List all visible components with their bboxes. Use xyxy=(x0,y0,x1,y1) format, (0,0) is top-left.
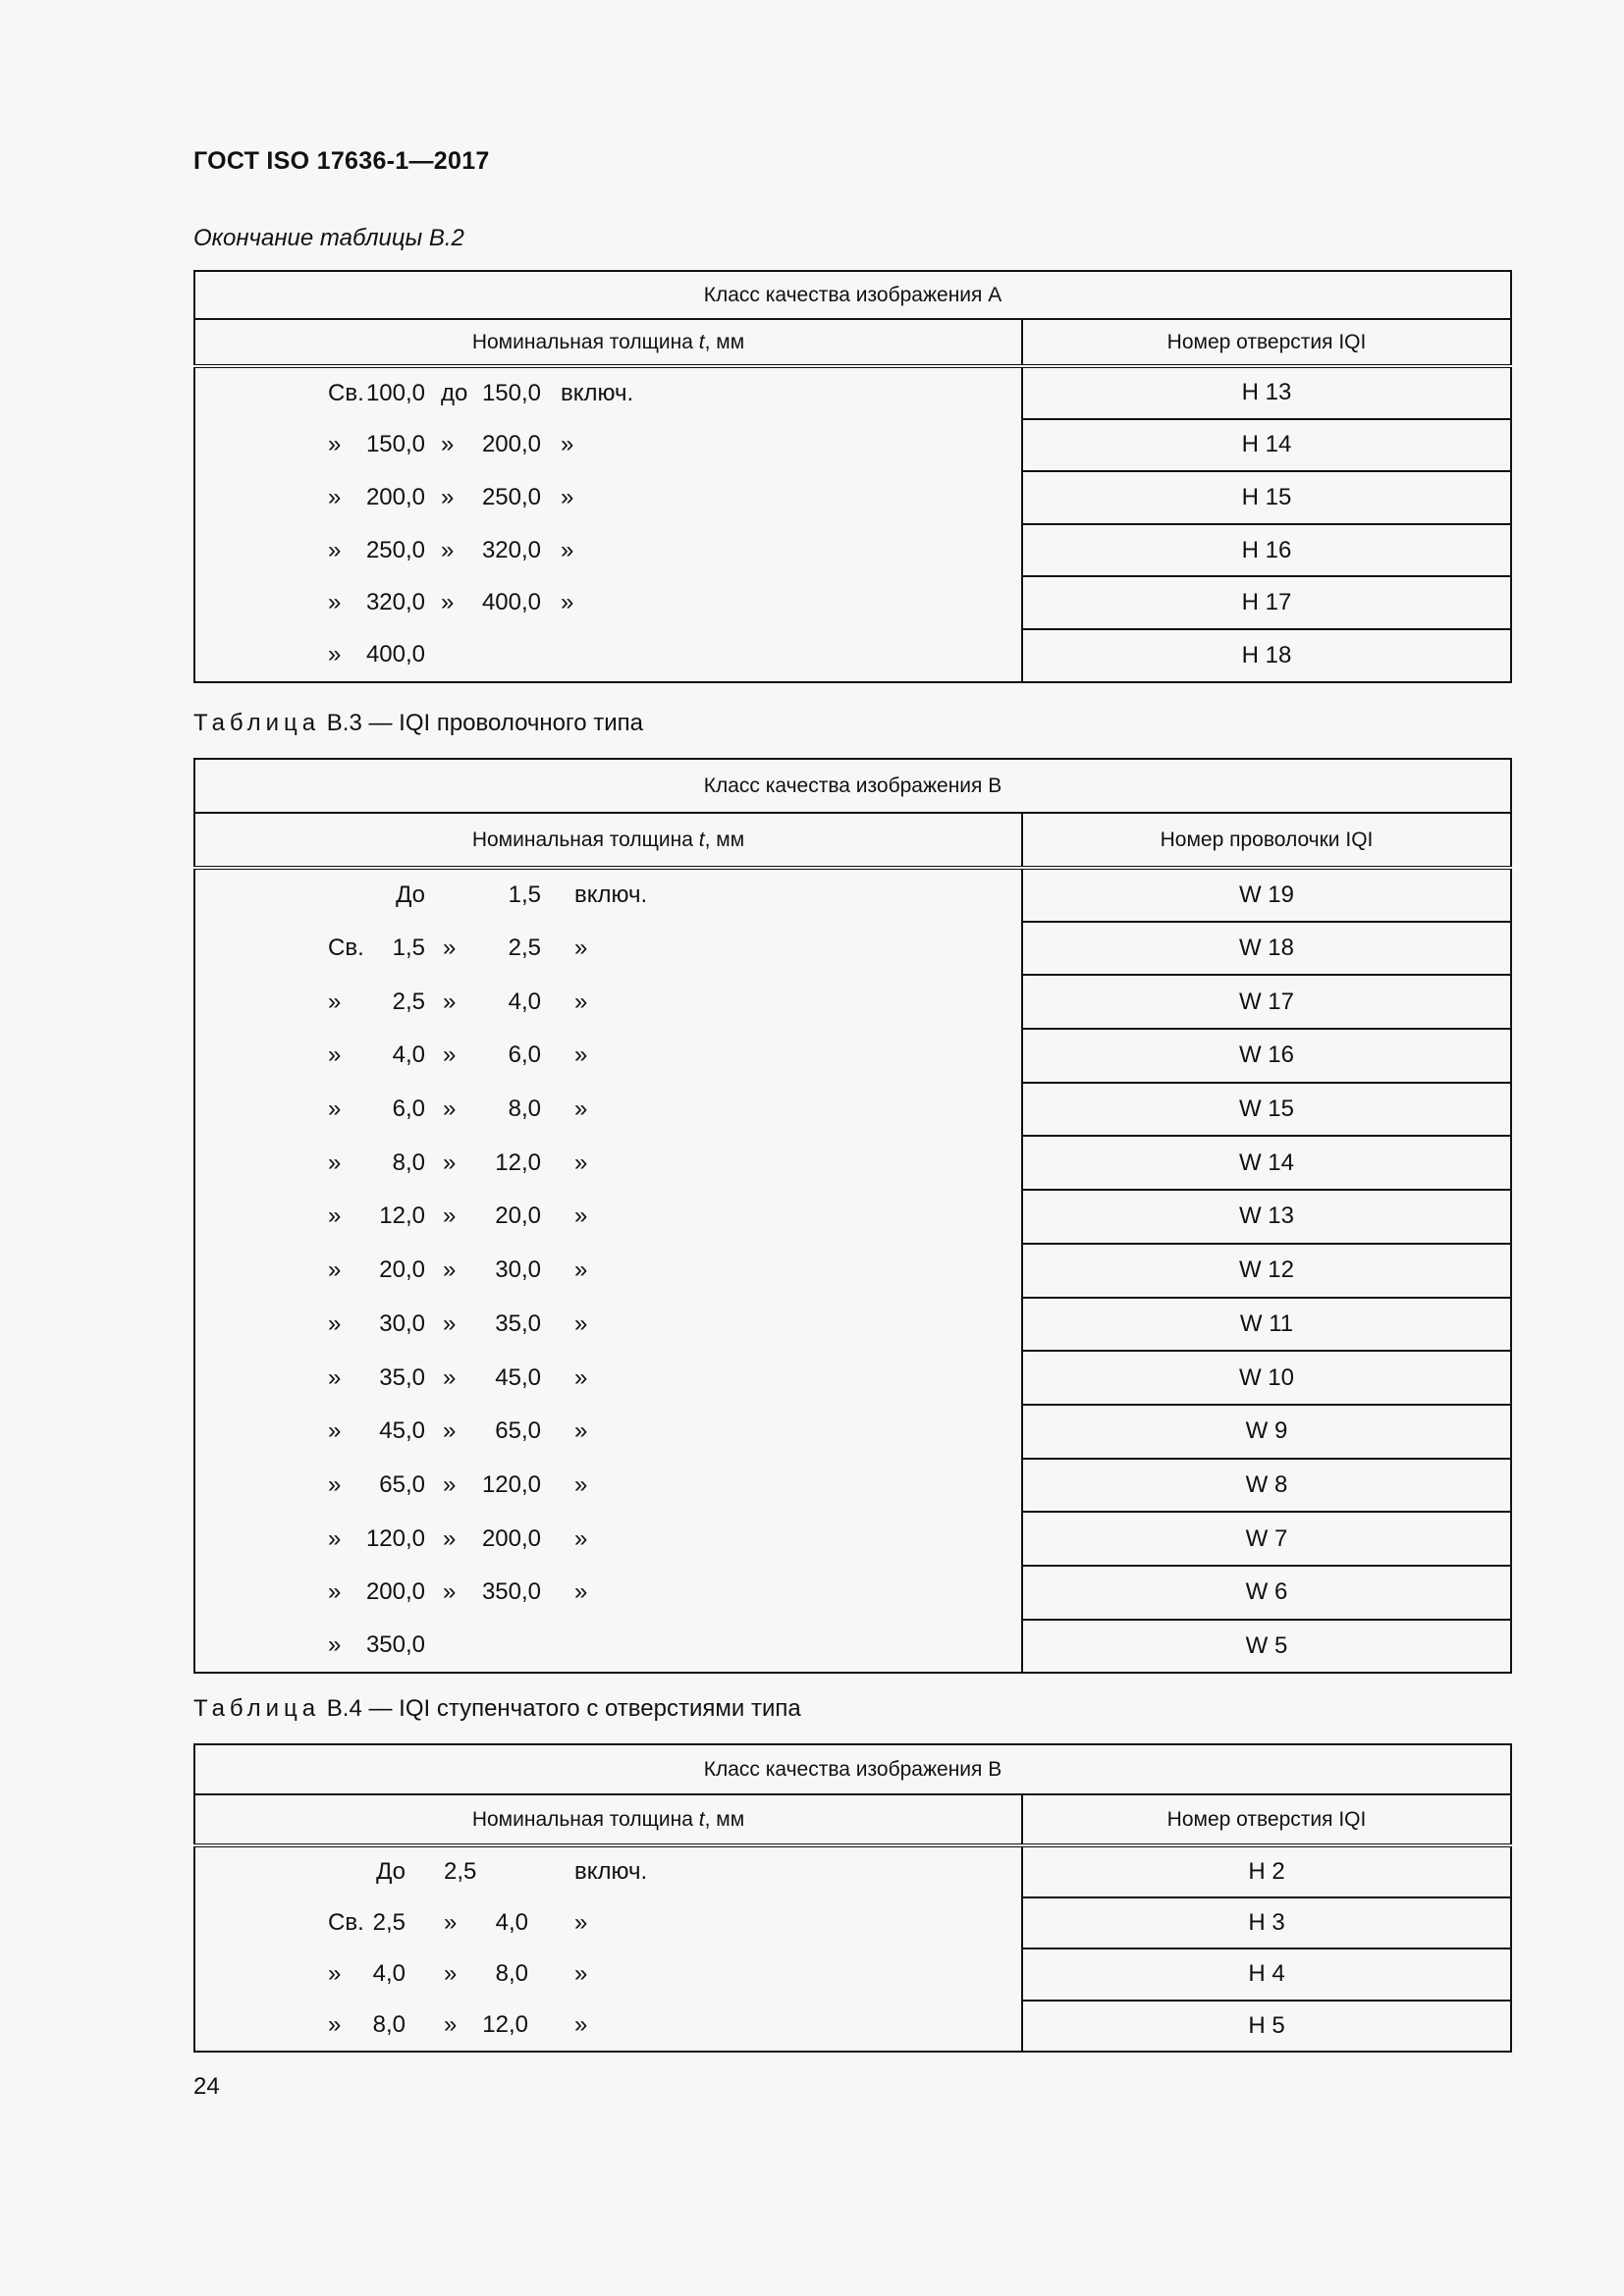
range-to: 6,0 xyxy=(508,1041,541,1069)
range-post: » xyxy=(574,2011,588,2039)
range-to: 12,0 xyxy=(495,1148,541,1176)
thickness-range-cell xyxy=(194,1459,1022,1513)
range-mid: » xyxy=(443,1363,457,1391)
range-from: 350,0 xyxy=(365,1631,425,1659)
range-from: До xyxy=(396,881,425,909)
iqi-number-header: Номер отверстия IQI xyxy=(1022,1794,1511,1845)
iqi-number-cell: W 8 xyxy=(1022,1459,1511,1513)
thickness-range-cell xyxy=(194,922,1022,976)
table-row xyxy=(194,1897,1511,1949)
thickness-range-cell xyxy=(194,419,1022,472)
range-post: включ. xyxy=(561,379,634,406)
range-to: 250,0 xyxy=(481,483,541,510)
thickness-range-cell xyxy=(194,1620,1022,1674)
range-from: 100,0 xyxy=(365,379,425,406)
range-pre: » xyxy=(328,431,342,458)
thickness-range-cell xyxy=(194,1512,1022,1566)
image-quality-class-header: Класс качества изображения А xyxy=(194,271,1511,319)
image-quality-class-header: Класс качества изображения В xyxy=(194,1744,1511,1794)
thickness-range-cell xyxy=(194,1244,1022,1298)
range-post: » xyxy=(574,1041,588,1069)
range-pre: Св. xyxy=(328,934,364,962)
iqi-number-cell: W 9 xyxy=(1022,1405,1511,1459)
iqi-number-cell: H 5 xyxy=(1022,2001,1511,2053)
range-pre: » xyxy=(328,1470,342,1498)
range-pre: » xyxy=(328,1960,342,1988)
range-post: » xyxy=(561,536,574,563)
range-from: 2,5 xyxy=(392,988,425,1015)
range-from: До xyxy=(376,1858,406,1886)
range-pre: » xyxy=(328,641,342,668)
range-from: 35,0 xyxy=(379,1363,425,1391)
iqi-number-cell: H 18 xyxy=(1022,629,1511,682)
range-from: 20,0 xyxy=(379,1256,425,1284)
range-to: 200,0 xyxy=(481,1524,541,1552)
nominal-thickness-header: Номинальная толщина t, мм xyxy=(194,1794,1022,1845)
nominal-thickness-header: Номинальная толщина t, мм xyxy=(194,319,1022,366)
range-from: 12,0 xyxy=(379,1202,425,1230)
thickness-range-cell xyxy=(194,576,1022,629)
table-row xyxy=(194,1949,1511,2001)
thickness-range-cell xyxy=(194,1897,1022,1949)
thickness-range-cell xyxy=(194,366,1022,419)
range-pre: » xyxy=(328,1202,342,1230)
range-mid: » xyxy=(443,1041,457,1069)
range-post: » xyxy=(574,1095,588,1123)
range-pre: » xyxy=(328,2011,342,2039)
table-row xyxy=(194,1190,1511,1244)
table-row xyxy=(194,2001,1511,2053)
iqi-number-cell: W 17 xyxy=(1022,975,1511,1029)
range-mid: » xyxy=(443,1202,457,1230)
iqi-number-cell: H 2 xyxy=(1022,1845,1511,1897)
thickness-range-cell xyxy=(194,1190,1022,1244)
table-row xyxy=(194,1136,1511,1190)
range-from: 2,5 xyxy=(372,1908,406,1936)
iqi-number-cell: H 14 xyxy=(1022,419,1511,472)
range-mid: » xyxy=(444,1960,458,1988)
range-to: 65,0 xyxy=(495,1417,541,1445)
range-mid: 2,5 xyxy=(444,1858,477,1886)
iqi-number-cell: W 7 xyxy=(1022,1512,1511,1566)
range-mid: » xyxy=(443,1470,457,1498)
range-to: 20,0 xyxy=(495,1202,541,1230)
range-pre: » xyxy=(328,589,342,616)
range-post: » xyxy=(574,1256,588,1284)
table-row xyxy=(194,868,1511,922)
iqi-number-cell: W 16 xyxy=(1022,1029,1511,1083)
range-from: 6,0 xyxy=(392,1095,425,1123)
table-row xyxy=(194,1351,1511,1405)
range-to: 200,0 xyxy=(481,431,541,458)
range-post: » xyxy=(574,1524,588,1552)
thickness-range-cell xyxy=(194,1351,1022,1405)
range-mid: » xyxy=(441,431,455,458)
range-mid: » xyxy=(443,1524,457,1552)
iqi-number-cell: W 5 xyxy=(1022,1620,1511,1674)
nominal-thickness-header: Номинальная толщина t, мм xyxy=(194,813,1022,868)
iqi-number-cell: H 3 xyxy=(1022,1897,1511,1949)
range-pre: » xyxy=(328,1363,342,1391)
range-pre: Св. xyxy=(328,1908,364,1936)
range-post: » xyxy=(574,988,588,1015)
range-to: 35,0 xyxy=(495,1309,541,1337)
table-row xyxy=(194,576,1511,629)
range-to: 8,0 xyxy=(495,1960,528,1988)
range-from: 4,0 xyxy=(372,1960,406,1988)
range-to: 4,0 xyxy=(508,988,541,1015)
iqi-number-cell: H 16 xyxy=(1022,524,1511,577)
range-pre: » xyxy=(328,1095,342,1123)
range-to: 320,0 xyxy=(481,536,541,563)
range-post: » xyxy=(574,1908,588,1936)
range-from: 30,0 xyxy=(379,1309,425,1337)
range-from: 200,0 xyxy=(365,1578,425,1606)
range-mid: » xyxy=(443,934,457,962)
thickness-range-cell xyxy=(194,975,1022,1029)
thickness-range-cell xyxy=(194,1845,1022,1897)
table-row xyxy=(194,419,1511,472)
range-pre: » xyxy=(328,1631,342,1659)
iqi-number-cell: W 14 xyxy=(1022,1136,1511,1190)
thickness-range-cell xyxy=(194,1949,1022,2001)
table-row xyxy=(194,1845,1511,1897)
range-mid: до xyxy=(441,379,468,406)
range-mid: » xyxy=(443,1309,457,1337)
iqi-number-header: Номер отверстия IQI xyxy=(1022,319,1511,366)
thickness-range-cell xyxy=(194,1566,1022,1620)
range-pre: » xyxy=(328,536,342,563)
range-mid: » xyxy=(443,988,457,1015)
iqi-number-cell: H 13 xyxy=(1022,366,1511,419)
range-pre: » xyxy=(328,1417,342,1445)
range-to: 45,0 xyxy=(495,1363,541,1391)
table-row xyxy=(194,1298,1511,1352)
range-pre: » xyxy=(328,1309,342,1337)
range-mid: » xyxy=(443,1417,457,1445)
document-header: ГОСТ ISO 17636-1—2017 xyxy=(193,147,490,175)
range-from: 8,0 xyxy=(372,2011,406,2039)
thickness-range-cell xyxy=(194,1083,1022,1137)
iqi-number-cell: H 17 xyxy=(1022,576,1511,629)
range-to: 12,0 xyxy=(482,2011,528,2039)
table-row xyxy=(194,1620,1511,1674)
range-mid: » xyxy=(443,1256,457,1284)
table-row xyxy=(194,975,1511,1029)
table-row xyxy=(194,1566,1511,1620)
iqi-wire-number-header: Номер проволочки IQI xyxy=(1022,813,1511,868)
table-b3-caption: Таблица В.3 — IQI проволочного типа xyxy=(193,710,643,736)
range-mid: » xyxy=(441,483,455,510)
table-row xyxy=(194,1083,1511,1137)
table-row xyxy=(194,629,1511,682)
range-to: 150,0 xyxy=(481,379,541,406)
range-to: 400,0 xyxy=(481,589,541,616)
thickness-range-cell xyxy=(194,868,1022,922)
range-post: » xyxy=(574,1202,588,1230)
table-b2-caption: Окончание таблицы В.2 xyxy=(193,225,464,251)
range-from: 320,0 xyxy=(365,589,425,616)
range-mid: » xyxy=(443,1095,457,1123)
range-mid: » xyxy=(443,1148,457,1176)
range-mid: » xyxy=(444,2011,458,2039)
range-mid: » xyxy=(444,1908,458,1936)
range-pre: » xyxy=(328,1578,342,1606)
thickness-range-cell xyxy=(194,1029,1022,1083)
range-post: » xyxy=(561,483,574,510)
iqi-number-cell: W 18 xyxy=(1022,922,1511,976)
table-row xyxy=(194,1029,1511,1083)
range-from: 200,0 xyxy=(365,483,425,510)
range-pre: » xyxy=(328,1148,342,1176)
iqi-number-cell: W 12 xyxy=(1022,1244,1511,1298)
thickness-range-cell xyxy=(194,629,1022,682)
iqi-number-cell: W 6 xyxy=(1022,1566,1511,1620)
range-pre: » xyxy=(328,483,342,510)
range-from: 4,0 xyxy=(392,1041,425,1069)
range-to: 1,5 xyxy=(508,881,541,909)
range-from: 8,0 xyxy=(392,1148,425,1176)
range-to: 8,0 xyxy=(508,1095,541,1123)
iqi-number-cell: H 4 xyxy=(1022,1949,1511,2001)
thickness-range-cell xyxy=(194,1298,1022,1352)
range-pre: » xyxy=(328,1524,342,1552)
range-post: » xyxy=(574,1148,588,1176)
range-post: включ. xyxy=(574,1858,648,1886)
range-mid: » xyxy=(443,1578,457,1606)
page-number: 24 xyxy=(193,2073,220,2100)
range-post: » xyxy=(574,1578,588,1606)
range-post: включ. xyxy=(574,881,648,909)
thickness-range-cell xyxy=(194,2001,1022,2053)
range-pre: » xyxy=(328,1256,342,1284)
iqi-number-cell: W 19 xyxy=(1022,868,1511,922)
range-to: 120,0 xyxy=(481,1470,541,1498)
range-post: » xyxy=(574,1417,588,1445)
range-from: 150,0 xyxy=(365,431,425,458)
thickness-range-cell xyxy=(194,471,1022,524)
thickness-range-cell xyxy=(194,524,1022,577)
range-post: » xyxy=(574,934,588,962)
iqi-number-cell: W 11 xyxy=(1022,1298,1511,1352)
range-post: » xyxy=(561,589,574,616)
range-to: 4,0 xyxy=(495,1908,528,1936)
range-mid: » xyxy=(441,536,455,563)
range-post: » xyxy=(561,431,574,458)
range-post: » xyxy=(574,1470,588,1498)
range-pre: » xyxy=(328,1041,342,1069)
range-post: » xyxy=(574,1363,588,1391)
range-to: 2,5 xyxy=(508,934,541,962)
range-from: 65,0 xyxy=(379,1470,425,1498)
range-to: 350,0 xyxy=(481,1578,541,1606)
thickness-range-cell xyxy=(194,1136,1022,1190)
iqi-number-cell: W 10 xyxy=(1022,1351,1511,1405)
range-mid: » xyxy=(441,589,455,616)
range-pre: » xyxy=(328,988,342,1015)
table-row xyxy=(194,1244,1511,1298)
range-to: 30,0 xyxy=(495,1256,541,1284)
table-row xyxy=(194,922,1511,976)
table-row xyxy=(194,524,1511,577)
table-row xyxy=(194,471,1511,524)
range-from: 1,5 xyxy=(392,934,425,962)
range-from: 45,0 xyxy=(379,1417,425,1445)
iqi-number-cell: W 13 xyxy=(1022,1190,1511,1244)
range-from: 400,0 xyxy=(365,641,425,668)
iqi-number-cell: H 15 xyxy=(1022,471,1511,524)
table-row xyxy=(194,1459,1511,1513)
table-b4-caption: Таблица В.4 — IQI ступенчатого с отверстиями типа xyxy=(193,1695,801,1722)
table-row xyxy=(194,1512,1511,1566)
range-from: 120,0 xyxy=(365,1524,425,1552)
image-quality-class-header: Класс качества изображения В xyxy=(194,759,1511,813)
iqi-number-cell: W 15 xyxy=(1022,1083,1511,1137)
table-b3 xyxy=(193,758,1512,1674)
table-row xyxy=(194,1405,1511,1459)
range-post: » xyxy=(574,1309,588,1337)
table-b4 xyxy=(193,1743,1512,2053)
thickness-range-cell xyxy=(194,1405,1022,1459)
table-row xyxy=(194,366,1511,419)
range-from: 250,0 xyxy=(365,536,425,563)
range-post: » xyxy=(574,1960,588,1988)
table-b2 xyxy=(193,270,1512,683)
range-pre: Св. xyxy=(328,379,364,406)
